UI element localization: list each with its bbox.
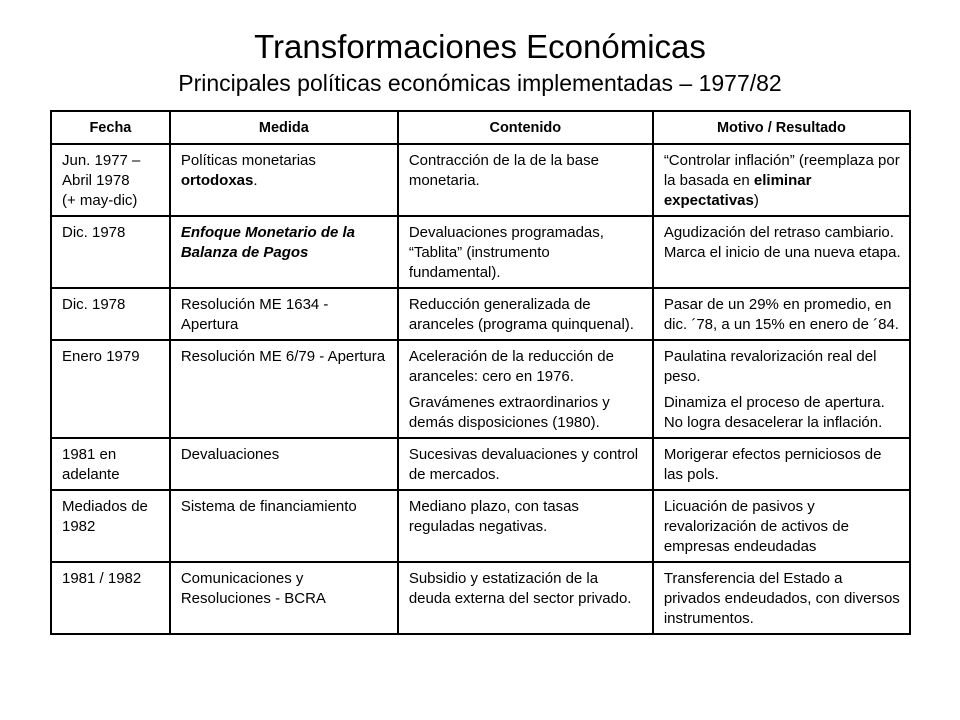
cell-motivo: Pasar de un 29% en promedio, en dic. ´78, a un 15% en enero de ´84.: [653, 288, 910, 340]
cell-contenido: Mediano plazo, con tasas reguladas negativas.: [398, 490, 653, 562]
cell-motivo: Transferencia del Estado a privados endeudados, con diversos instrumentos.: [653, 562, 910, 634]
header-medida: Medida: [170, 111, 398, 144]
cell-fecha: Dic. 1978: [51, 288, 170, 340]
page-title: Transformaciones Económicas: [254, 28, 706, 65]
page-subtitle: Principales políticas económicas implementadas – 1977/82: [178, 70, 782, 96]
cell-motivo: [653, 144, 910, 216]
cell-medida: Resolución ME 6/79 - Apertura: [170, 340, 398, 438]
table-row: [51, 490, 910, 562]
table-row: [51, 562, 910, 634]
contenido-paragraph: Aceleración de la reducción de aranceles: cero en 1976.: [408, 348, 614, 385]
motivo-text: “Controlar inflación” (reemplaza por la basada en: [663, 152, 900, 189]
cell-motivo: Morigerar efectos perniciosos de las pols.: [653, 438, 910, 490]
fecha-line: (+ may-dic): [62, 192, 138, 209]
motivo-text-end: ): [753, 192, 759, 209]
table-row: [51, 340, 910, 438]
cell-medida: Sistema de financiamiento: [170, 490, 398, 562]
medida-emphasis: Enfoque Monetario de la Balanza de Pagos: [180, 224, 356, 261]
cell-motivo: Licuación de pasivos y revalorización de activos de empresas endeudadas: [653, 490, 910, 562]
medida-text-end: .: [253, 172, 258, 189]
cell-contenido: Reducción generalizada de aranceles (programa quinquenal).: [398, 288, 653, 340]
cell-motivo: [653, 340, 910, 438]
cell-medida: Devaluaciones: [170, 438, 398, 490]
motivo-paragraph: Dinamiza el proceso de apertura. No logra desacelerar la inflación.: [663, 394, 885, 431]
cell-medida: Resolución ME 1634 - Apertura: [170, 288, 398, 340]
header-motivo: Motivo / Resultado: [653, 111, 910, 144]
header-fecha: Fecha: [51, 111, 170, 144]
table-row: [51, 288, 910, 340]
table-header-row: [51, 111, 910, 144]
cell-contenido: Sucesivas devaluaciones y control de mercados.: [398, 438, 653, 490]
cell-fecha: [51, 144, 170, 216]
header-contenido: Contenido: [398, 111, 653, 144]
motivo-emphasis: eliminar expectativas: [663, 172, 812, 209]
cell-fecha: Dic. 1978: [51, 216, 170, 288]
medida-text: Políticas monetarias: [180, 152, 316, 169]
table-row: [51, 216, 910, 288]
contenido-paragraph: Gravámenes extraordinarios y demás disposiciones (1980).: [408, 394, 610, 431]
cell-contenido: Subsidio y estatización de la deuda externa del sector privado.: [398, 562, 653, 634]
cell-fecha: Enero 1979: [51, 340, 170, 438]
cell-motivo: Agudización del retraso cambiario. Marca el inicio de una nueva etapa.: [653, 216, 910, 288]
fecha-line: Abril 1978: [62, 172, 130, 189]
cell-fecha: Mediados de 1982: [51, 490, 170, 562]
table-row: [51, 144, 910, 216]
cell-contenido: [398, 340, 653, 438]
medida-emphasis: ortodoxas: [180, 172, 254, 189]
cell-contenido: Devaluaciones programadas, “Tablita” (instrumento fundamental).: [398, 216, 653, 288]
cell-medida: [170, 216, 398, 288]
cell-medida: [170, 144, 398, 216]
cell-contenido: Contracción de la de la base monetaria.: [398, 144, 653, 216]
cell-medida: Comunicaciones y Resoluciones - BCRA: [170, 562, 398, 634]
policies-table: [50, 110, 911, 635]
motivo-paragraph: Paulatina revalorización real del peso.: [663, 348, 877, 385]
cell-fecha: 1981 en adelante: [51, 438, 170, 490]
table-row: [51, 438, 910, 490]
cell-fecha: 1981 / 1982: [51, 562, 170, 634]
fecha-line: Jun. 1977 –: [62, 152, 141, 169]
